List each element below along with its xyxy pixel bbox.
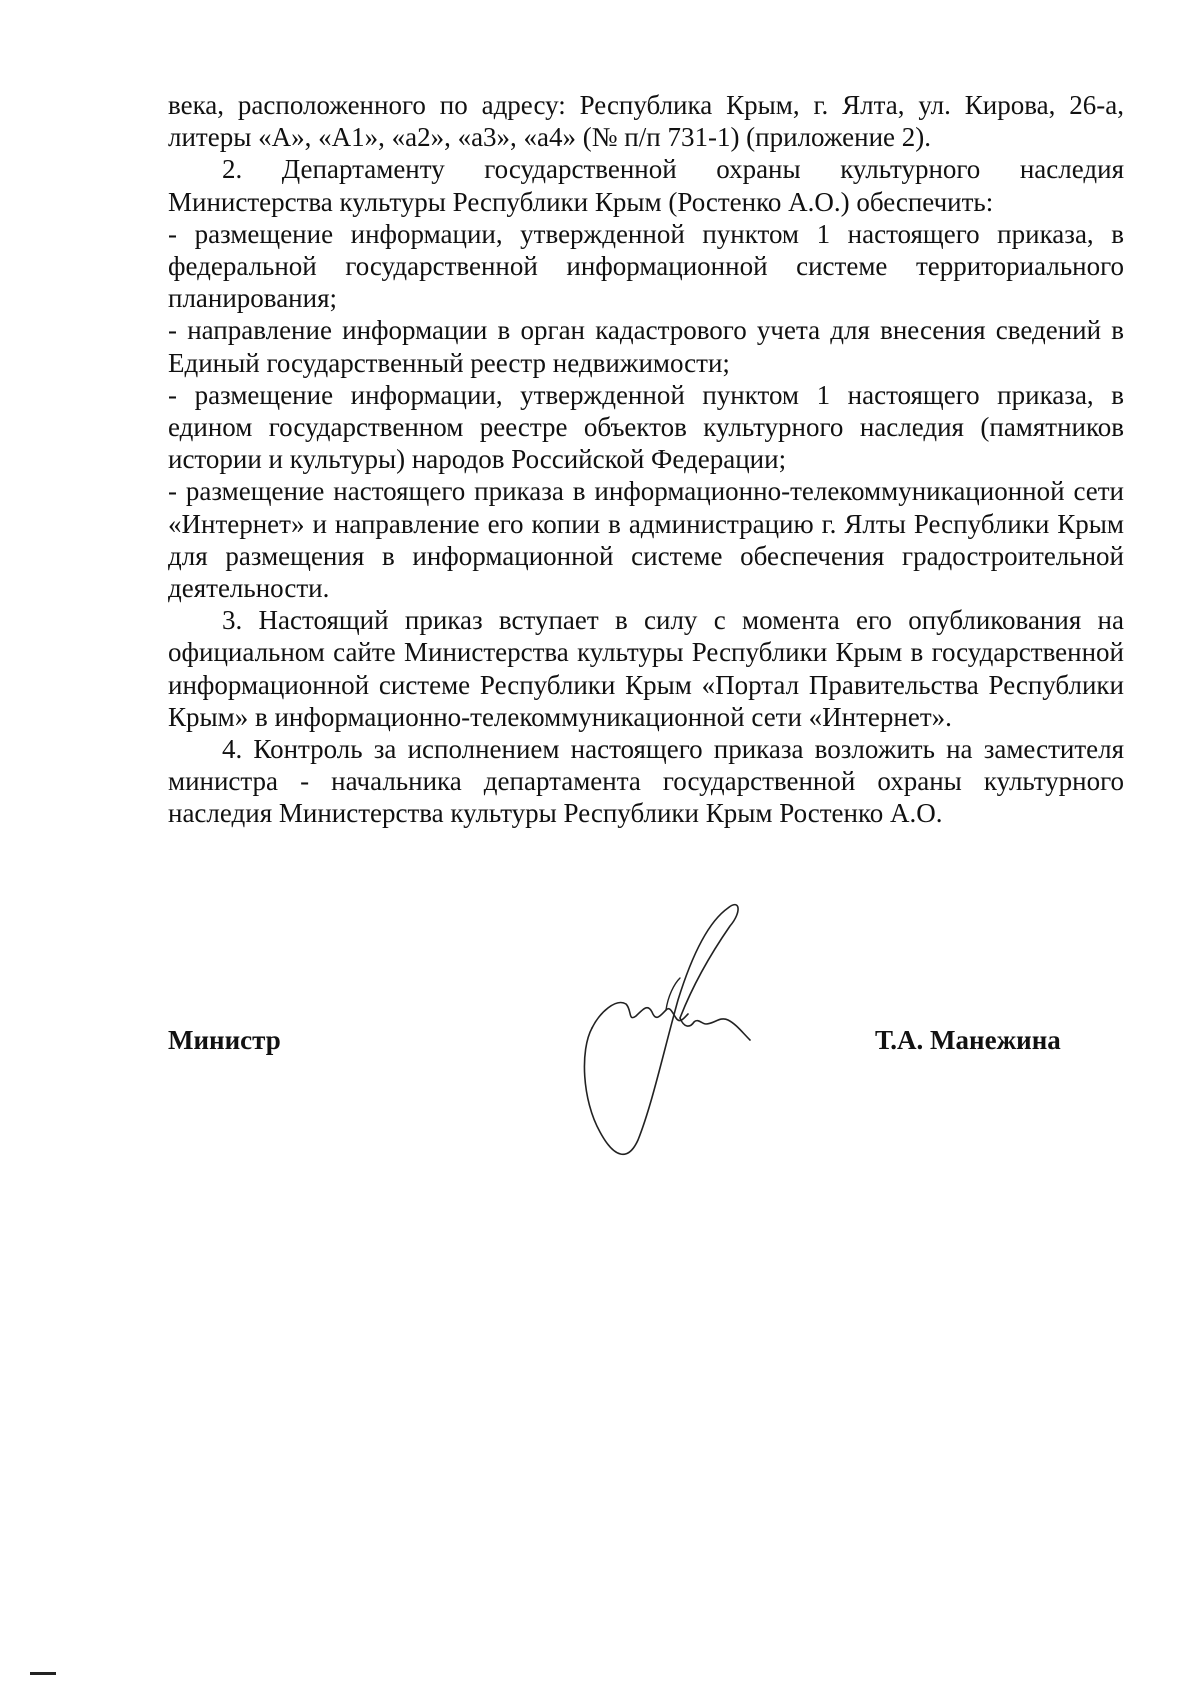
paragraph-bullet-3: - размещение информации, утвержденной пунктом 1 настоящего приказа, в едином государственном реестре объектов культурного наследия (памятников истории и культуры) народов Российской Федерации; xyxy=(168,379,1124,475)
paragraph-bullet-1: - размещение информации, утвержденной пунктом 1 настоящего приказа, в федеральной государственной информационной системе территориального планирования; xyxy=(168,218,1124,314)
scan-edge-mark xyxy=(30,1672,56,1675)
paragraph-address: века, расположенного по адресу: Республика Крым, г. Ялта, ул. Кирова, 26-а, литеры «А», «А1», «а2», «а3», «а4» (№ п/п 731-1) (приложение 2). xyxy=(168,90,1124,153)
paragraph-bullet-4: - размещение настоящего приказа в информационно-телекоммуникационной сети «Интернет» и направление его копии в администрацию г. Ялты Республики Крым для размещения в информационной системе обеспечения градостроительной деятельности. xyxy=(168,476,1124,604)
document-body xyxy=(168,89,1124,830)
handwritten-signature xyxy=(580,900,780,1165)
paragraph-bullet-2: - направление информации в орган кадастрового учета для внесения сведений в Единый государственный реестр недвижимости; xyxy=(168,315,1124,378)
signatory-role: Министр xyxy=(168,1025,281,1055)
paragraph-item-4: 4. Контроль за исполнением настоящего приказа возложить на заместителя министра - начальника департамента государственной охраны культурного наследия Министерства культуры Республики Крым Ростенко А.О. xyxy=(168,734,1124,829)
signatory-name: Т.А. Манежина xyxy=(875,1025,1061,1055)
paragraph-item-2: 2. Департаменту государственной охраны культурного наследия Министерства культуры Республики Крым (Ростенко А.О.) обеспечить: xyxy=(168,154,1124,217)
paragraph-item-3: 3. Настоящий приказ вступает в силу с момента его опубликования на официальном сайте Министерства культуры Республики Крым в государственной информационной системе Республики Крым «Портал Правительства Республики Крым» в информационно-телекоммуникационной сети «Интернет». xyxy=(168,605,1124,732)
